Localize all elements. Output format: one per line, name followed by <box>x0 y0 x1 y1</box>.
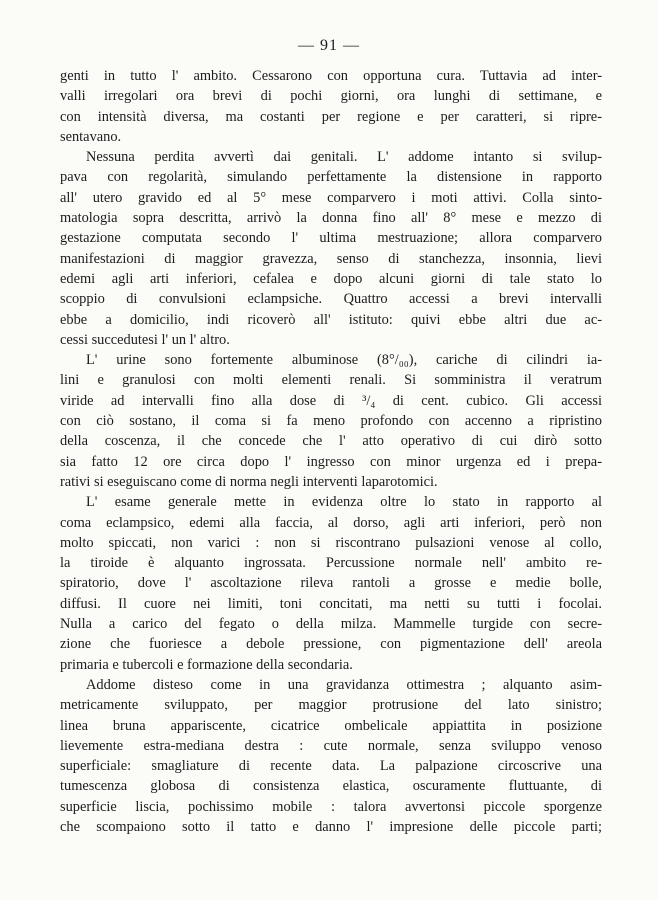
text-line: rativi si eseguiscano come di norma negli interventi laparotomici. <box>60 473 438 490</box>
text-line: L' esame generale mette in evidenza oltre lo stato in rapporto al <box>86 494 602 511</box>
text-line: della coscenza, il che concede che l' atto operativo di cui dirò sotto <box>60 433 602 450</box>
text-line: primaria e tubercoli e formazione della secondaria. <box>60 656 353 673</box>
text-line: Nessuna perdita avvertì dai genitali. L' addome intanto si svilup- <box>86 149 602 166</box>
body-text <box>60 66 602 837</box>
text-line: Addome disteso come in una gravidanza ottimestra ; alquanto asim- <box>86 676 602 693</box>
text-line: linea bruna appariscente, cicatrice ombelicale appiattita in posizione <box>60 717 602 734</box>
text-line: Nulla a carico del fegato o della milza. Mammelle turgide con secre- <box>60 616 602 633</box>
text-line: sentavano. <box>60 128 122 145</box>
text-line: metricamente sviluppato, per maggior protrusione del lato sinistro; <box>60 697 602 714</box>
text-line: diffusi. Il cuore nei limiti, toni concitati, ma netti su tutti i focolai. <box>60 595 602 612</box>
text-line: la tiroide è alquanto ingrossata. Percussione normale nell' ambito re- <box>60 555 602 572</box>
text-line: lini e granulosi con molti elementi renali. Si somministra il veratrum <box>60 372 602 389</box>
text-line: superficiale: smagliature di recente data. La palpazione circoscrive una <box>60 758 602 775</box>
text-line: viride ad intervalli fino alla dose di ³/₄ di cent. cubico. Gli accessi <box>60 392 602 409</box>
text-line: scoppio di convulsioni eclampsiche. Quattro accessi a brevi intervalli <box>60 291 602 308</box>
text-line: coma eclampsico, edemi alla faccia, al dorso, agli arti inferiori, però non <box>60 514 602 531</box>
text-line: tumescenza globosa di consistenza elastica, oscuramente fluttuante, di <box>60 778 602 795</box>
text-line: che scompaiono sotto il tatto e danno l' impresione delle piccole parti; <box>60 818 602 835</box>
text-line: sia fatto 12 ore circa dopo l' ingresso con minor urgenza ed i prepa- <box>60 453 602 470</box>
text-line: matologia sopra descritta, arrivò la donna fino all' 8° mese e mezzo di <box>60 210 602 227</box>
text-line: spiratorio, dove l' ascoltazione rileva rantoli a grosse e medie bolle, <box>60 575 602 592</box>
text-line: all' utero gravido ed al 5° mese comparvero i moti attivi. Colla sinto- <box>60 189 602 206</box>
text-line: con intensità diversa, ma costanti per regione e per caratteri, si ripre- <box>60 108 602 125</box>
text-line: ebbe a domicilio, indi ricoverò all' istituto: quivi ebbe altri due ac- <box>60 311 602 328</box>
text-line: con ciò sostano, il coma si fa meno profondo con accenno a ripristino <box>60 413 602 430</box>
text-line: superficie liscia, pochissimo mobile : talora avvertonsi piccole sporgenze <box>60 798 602 815</box>
text-line: genti in tutto l' ambito. Cessarono con opportuna cura. Tuttavia ad inter- <box>60 68 602 84</box>
text-line: manifestazioni di maggior gravezza, senso di stanchezza, insonnia, lievi <box>60 250 602 267</box>
text-line: L' urine sono fortemente albuminose (8°/₀₀), cariche di cilindri ia- <box>86 352 602 369</box>
page-number: — 91 — <box>298 37 360 54</box>
text-line: lievemente estra-mediana destra : cute normale, senza sviluppo venoso <box>60 737 602 754</box>
text-line: edemi agli arti inferiori, cefalea e dopo alcuni giorni di tale stato lo <box>60 270 602 287</box>
text-line: gestazione computata secondo l' ultima mestruazione; allora comparvero <box>60 230 602 247</box>
text-line: cessi succedutesi l' un l' altro. <box>60 331 230 348</box>
text-line: valli irregolari ora brevi di pochi giorni, ora lunghi di settimane, e <box>60 88 602 105</box>
text-line: zione che fuoriesce a debole pressione, con pigmentazione dell' areola <box>60 636 602 653</box>
text-line: pava con regolarità, simulando perfettamente la distensione in rapporto <box>60 169 602 186</box>
text-line: molto spiccati, non varici : non si riscontrano pulsazioni venose al collo, <box>60 534 602 551</box>
